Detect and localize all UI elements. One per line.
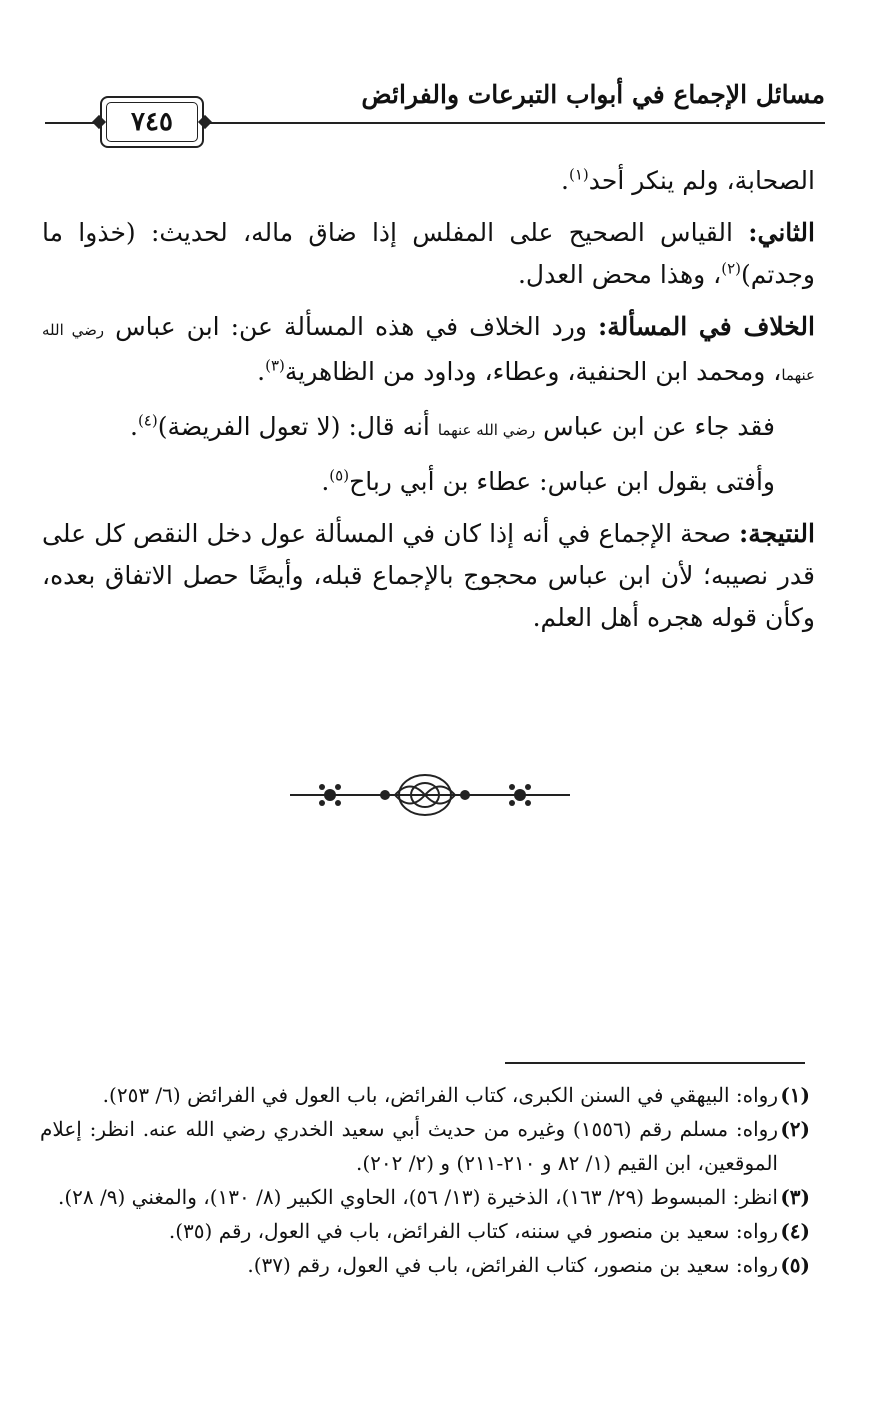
paragraph-4: فقد جاء عن ابن عباس رضي الله عنهما أنه قال: (لا تعول الفريضة)$^{(٤)}$. — [129, 411, 775, 441]
honorific-glyph: رضي الله عنهما — [42, 321, 815, 384]
main-text — [42, 160, 815, 649]
footnote-ref[interactable]: (١) — [568, 165, 589, 184]
paragraph-5: وأفتى بقول ابن عباس: عطاء بن أبي رباح$^{(٥)}$. — [321, 466, 775, 496]
footnotes — [40, 1078, 810, 1282]
paragraph-lead: الخلاف في المسألة: — [597, 312, 815, 341]
footnote-ref[interactable]: (٣) — [265, 356, 285, 375]
footnote-text: رواه: سعيد بن منصور في سننه، كتاب الفرائض، باب في العول، رقم (٣٥). — [168, 1219, 778, 1243]
footnote-number: (١) — [780, 1083, 810, 1107]
honorific-glyph: رضي الله عنهما — [437, 421, 536, 439]
footnote-separator — [505, 1062, 805, 1064]
paragraph-1: الصحابة، ولم ينكر أحد$^{(١)}$. — [561, 165, 815, 195]
footnote-text: انظر: المبسوط (٢٩/ ١٦٣)، الذخيرة (١٣/ ٥٦)، الحاوي الكبير (٨/ ١٣٠)، والمغني (٩/ ٢٨). — [57, 1185, 778, 1209]
footnote-ref[interactable]: (٥) — [329, 466, 350, 485]
footnote-number: (٢) — [780, 1117, 810, 1141]
footnote-item — [40, 1078, 810, 1112]
footnote-number: (٥) — [780, 1253, 810, 1277]
footnote-number: (٣) — [780, 1185, 810, 1209]
paragraph-3: الخلاف في المسألة: ورد الخلاف في هذه المسألة عن: ابن عباس رضي الله عنهما، ومحمد ابن الحنفية، وعطاء، وداود من الظاهرية$^{(٣)}$. — [42, 312, 815, 386]
footnote-item — [40, 1248, 810, 1282]
footnote-text: رواه: سعيد بن منصور، كتاب الفرائض، باب في العول، رقم (٣٧). — [247, 1253, 778, 1277]
footnote-item — [40, 1214, 810, 1248]
ornamental-frame-icon — [100, 96, 204, 148]
footnote-item — [40, 1180, 810, 1214]
paragraph-lead: النتيجة: — [739, 519, 815, 548]
footnote-item — [40, 1112, 810, 1180]
running-title: مسائل الإجماع في أبواب التبرعات والفرائض — [361, 80, 825, 109]
paragraph-2: الثاني: القياس الصحيح على المفلس إذا ضاق ماله، لحديث: (خذوا ما وجدتم)$^{(٢)}$، وهذا محض العدل. — [42, 218, 815, 289]
footnote-ref[interactable]: (٢) — [721, 259, 741, 278]
ornamental-divider-icon — [290, 770, 570, 820]
paragraph-lead: الثاني: — [748, 218, 815, 247]
footnote-text: رواه: البيهقي في السنن الكبرى، كتاب الفرائض، باب العول في الفرائض (٦/ ٢٥٣). — [102, 1083, 778, 1107]
page-header — [45, 60, 825, 150]
footnote-number: (٤) — [780, 1219, 810, 1243]
frame-ornament-icon — [92, 115, 106, 129]
frame-ornament-icon — [198, 115, 212, 129]
footnote-ref[interactable]: (٤) — [137, 411, 158, 430]
paragraph-6: النتيجة: صحة الإجماع في أنه إذا كان في المسألة عول دخل النقص كل على قدر نصيبه؛ لأن ابن عباس محجوج بالإجماع قبله، وأيضًا حصل الاتفاق بعده، وكأن قوله هجره أهل العلم. — [42, 519, 815, 632]
page-number: ٧٤٥ — [131, 107, 173, 137]
footnote-text: رواه: مسلم رقم (١٥٥٦) وغيره من حديث أبي سعيد الخدري رضي الله عنه. انظر: إعلام الموقعين، ابن القيم (١/ ٨٢ و ٢١٠-٢١١) و (٢/ ٢٠٢). — [40, 1117, 778, 1175]
